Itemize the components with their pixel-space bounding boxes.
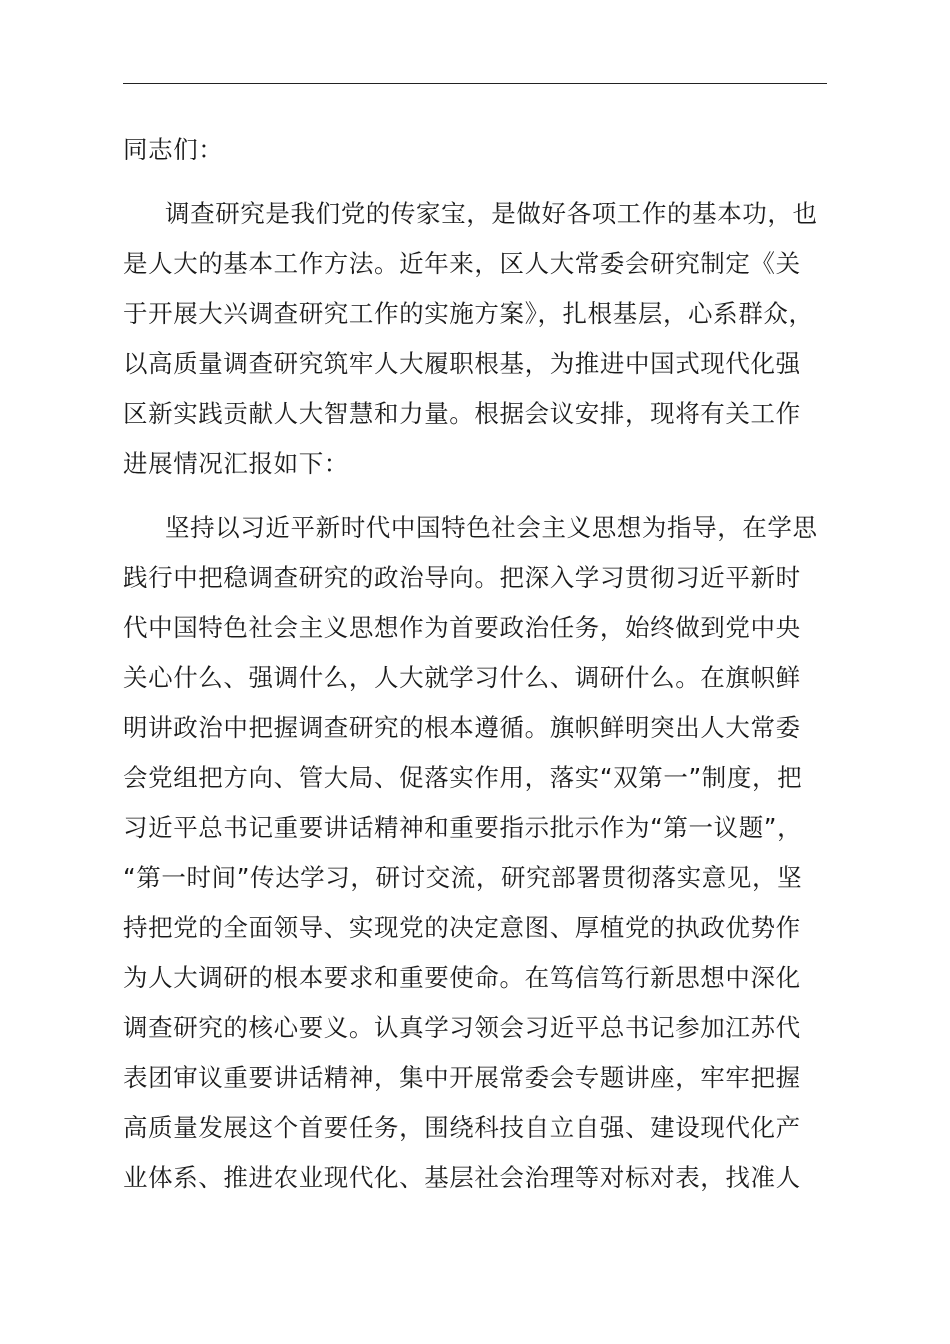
paragraph-1-line: 调查研究是我们党的传家宝，是做好各项工作的基本功，也 (165, 199, 818, 228)
header-rule (123, 83, 827, 84)
paragraph-2-line: 关心什么、强调什么，人大就学习什么、调研什么。在旗帜鲜 (123, 663, 801, 692)
paragraph-2-line: 调查研究的核心要义。认真学习领会习近平总书记参加江苏代 (123, 1013, 801, 1042)
paragraph-1-line: 进展情况汇报如下： (123, 449, 349, 478)
paragraph-2-line: 习近平总书记重要讲话精神和重要指示批示作为“第一议题”， (123, 813, 803, 842)
paragraph-2-line: 持把党的全面领导、实现党的决定意图、厚植党的执政优势作 (123, 913, 801, 942)
paragraph-2-line: 高质量发展这个首要任务，围绕科技自立自强、建设现代化产 (123, 1113, 801, 1142)
paragraph-2-line: 坚持以习近平新时代中国特色社会主义思想为指导，在学思 (165, 513, 818, 542)
paragraph-2 (123, 503, 827, 1203)
paragraph-2-line: 表团审议重要讲话精神，集中开展常委会专题讲座，牢牢把握 (123, 1063, 801, 1092)
paragraph-1-line: 于开展大兴调查研究工作的实施方案》，扎根基层，心系群众， (123, 299, 814, 328)
paragraph-2-line: 会党组把方向、管大局、促落实作用，落实“双第一”制度，把 (123, 763, 803, 792)
paragraph-2-line: “第一时间”传达学习，研讨交流，研究部署贯彻落实意见，坚 (123, 863, 803, 892)
document-body (123, 125, 827, 1203)
paragraph-2-line: 代中国特色社会主义思想作为首要政治任务，始终做到党中央 (123, 613, 801, 642)
paragraph-1-line: 以高质量调查研究筑牢人大履职根基，为推进中国式现代化强 (123, 349, 801, 378)
salutation: 同志们： (123, 135, 224, 164)
paragraph-2-line: 业体系、推进农业现代化、基层社会治理等对标对表，找准人 (123, 1163, 801, 1192)
paragraph-1-line: 区新实践贡献人大智慧和力量。根据会议安排，现将有关工作 (123, 399, 801, 428)
paragraph-1-line: 是人大的基本工作方法。近年来，区人大常委会研究制定《关 (123, 249, 801, 278)
paragraph-2-line: 明讲政治中把握调查研究的根本遵循。旗帜鲜明突出人大常委 (123, 713, 801, 742)
paragraph-1 (123, 189, 827, 489)
paragraph-2-line: 践行中把稳调查研究的政治导向。把深入学习贯彻习近平新时 (123, 563, 801, 592)
paragraph-2-line: 为人大调研的根本要求和重要使命。在笃信笃行新思想中深化 (123, 963, 801, 992)
